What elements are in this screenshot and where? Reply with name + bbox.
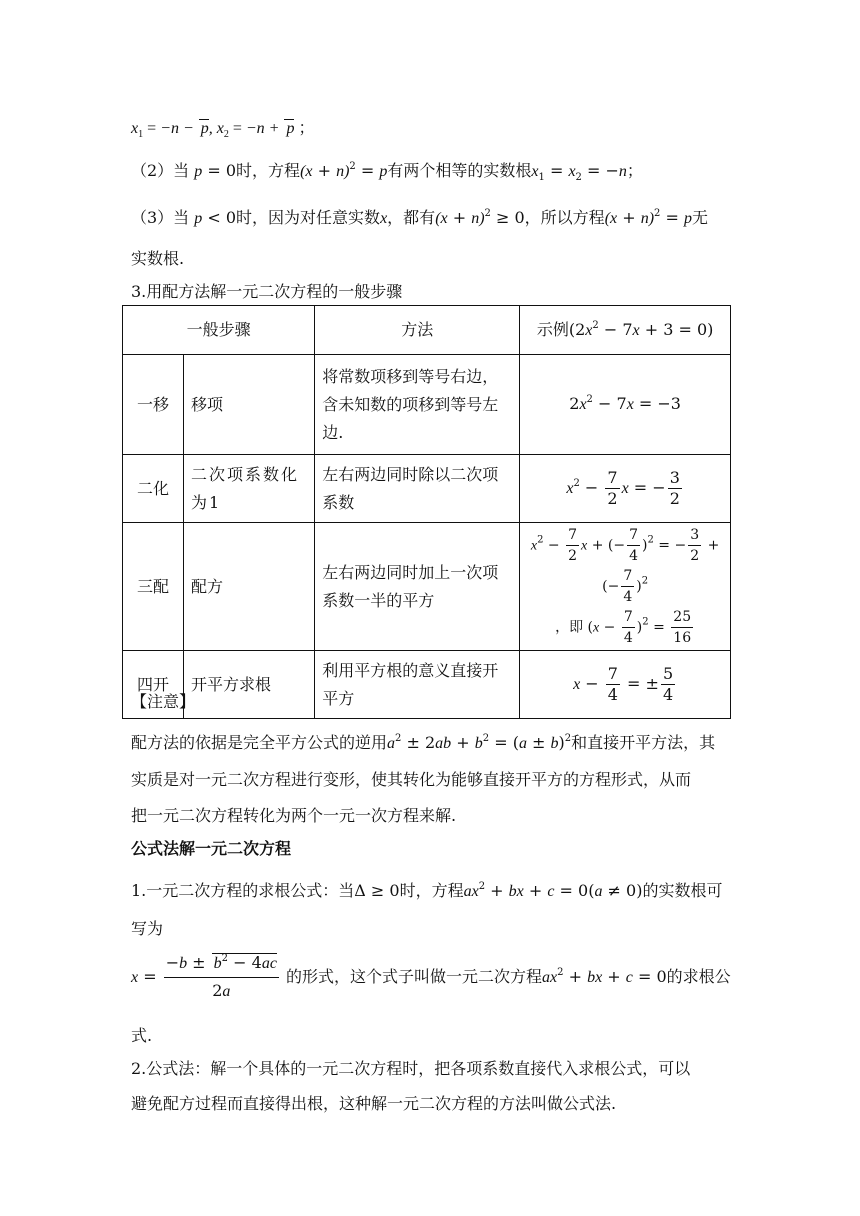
method-cell: 左右两边同时除以二次项系数 (315, 455, 520, 523)
note-line-3: 把一元二次方程转化为两个一元一次方程来解. (131, 806, 457, 825)
method-cell: 利用平方根的意义直接开平方 (315, 651, 520, 719)
formula-section-title: 公式法解一元二次方程 (131, 839, 292, 858)
step-name-cell: 开平方求根 (184, 651, 315, 719)
header-step: 一般步骤 (123, 306, 315, 355)
table-row (123, 651, 731, 719)
table-row (123, 355, 731, 455)
formula-p2-line-2: 避免配方过程而直接得出根，这种解一元二次方程的方法叫做公式法. (131, 1094, 617, 1113)
example-cell: $x^2$ − $\frac{7}{2}$ x = − $\frac{3}{2}$ (520, 455, 731, 523)
header-method: 方法 (315, 306, 520, 355)
steps-table (122, 305, 731, 719)
method-cell: 将常数项移到等号右边，含未知数的项移到等号左边. (315, 355, 520, 455)
step-name-cell: 移项 (184, 355, 315, 455)
method-cell: 左右两边同时加上一次项系数一半的平方 (315, 523, 520, 651)
step-cell: 二化 (123, 455, 184, 523)
note-line-2: 实质是对一元二次方程进行变形，使其转化为能够直接开平方的方程形式，从而 (131, 770, 692, 789)
example-cell: $2x^2 - 7x = -3$ (520, 355, 731, 455)
formula-p2-line-1: 2.公式法：解一个具体的一元二次方程时，把各项系数直接代入求根公式，可以 (131, 1059, 691, 1078)
example-cell: x − $\frac{7}{4}$ = ± $\frac{5}{4}$ (520, 651, 731, 719)
step-cell: 三配 (123, 523, 184, 651)
header-example: 示例$(2x^2 - 7x + 3 = 0)$ (520, 306, 731, 355)
note-line-1: 配方法的依据是完全平方公式的逆用$a^2 \pm 2ab + b^2 = (a \pm b)^2$和直接开平方法，其 (131, 733, 716, 752)
formula-p1-line-2: 写为 (131, 919, 164, 938)
step-name-cell: 配方 (184, 523, 315, 651)
step-cell: 一移 (123, 355, 184, 455)
formula-p1-line-4: 式. (131, 1026, 153, 1045)
formula-p1-line-1: 1.一元二次方程的求根公式：当Δ ≥ 0时，方程$ax^2$ + bx + c = 0(a ≠ 0)的实数根可 (131, 881, 723, 900)
table-header-row (123, 306, 731, 355)
quadratic-formula-line: x = $\frac{-b \pm b^2 - 4ac}{2a}$ 的形式，这个式子叫做一元二次方程$ax^2$ + bx + c = 0的求根公 (131, 950, 731, 1005)
roots-formula: $x_1 = -n - p$, $x_2 = -n + p$ ； (131, 120, 315, 140)
case-2-text: （2）当 p = 0时，方程$(x + n)^2 = p$有两个相等的实数根$x_1 = x_2 = -n$； (131, 161, 643, 183)
case-3-line-2: 实数根. (131, 249, 185, 268)
step-cell: 四开 (123, 651, 184, 719)
example-cell: $x^2$ − $\frac{7}{2}$ x + (− $\frac{7}{4}$ )$^2$ = − $\frac{3}{2}$ + (− $\frac{7}{4}$ )$^2$ ，即 (x − $\frac{7}{4}$ )$^2$ = $\frac{25}{16}$ (520, 523, 731, 651)
table-row (123, 523, 731, 651)
case-3-text: （3）当 p < 0时，因为对任意实数x，都有$(x + n)^2 \ge 0$，所以方程$(x + n)^2 = p$无 (131, 208, 708, 227)
table-row (123, 455, 731, 523)
note-title: 【注意】 (131, 692, 196, 711)
step-name-cell: 二次项系数化为1 (184, 455, 315, 523)
section-3-title: 3.用配方法解一元二次方程的一般步骤 (131, 282, 403, 301)
